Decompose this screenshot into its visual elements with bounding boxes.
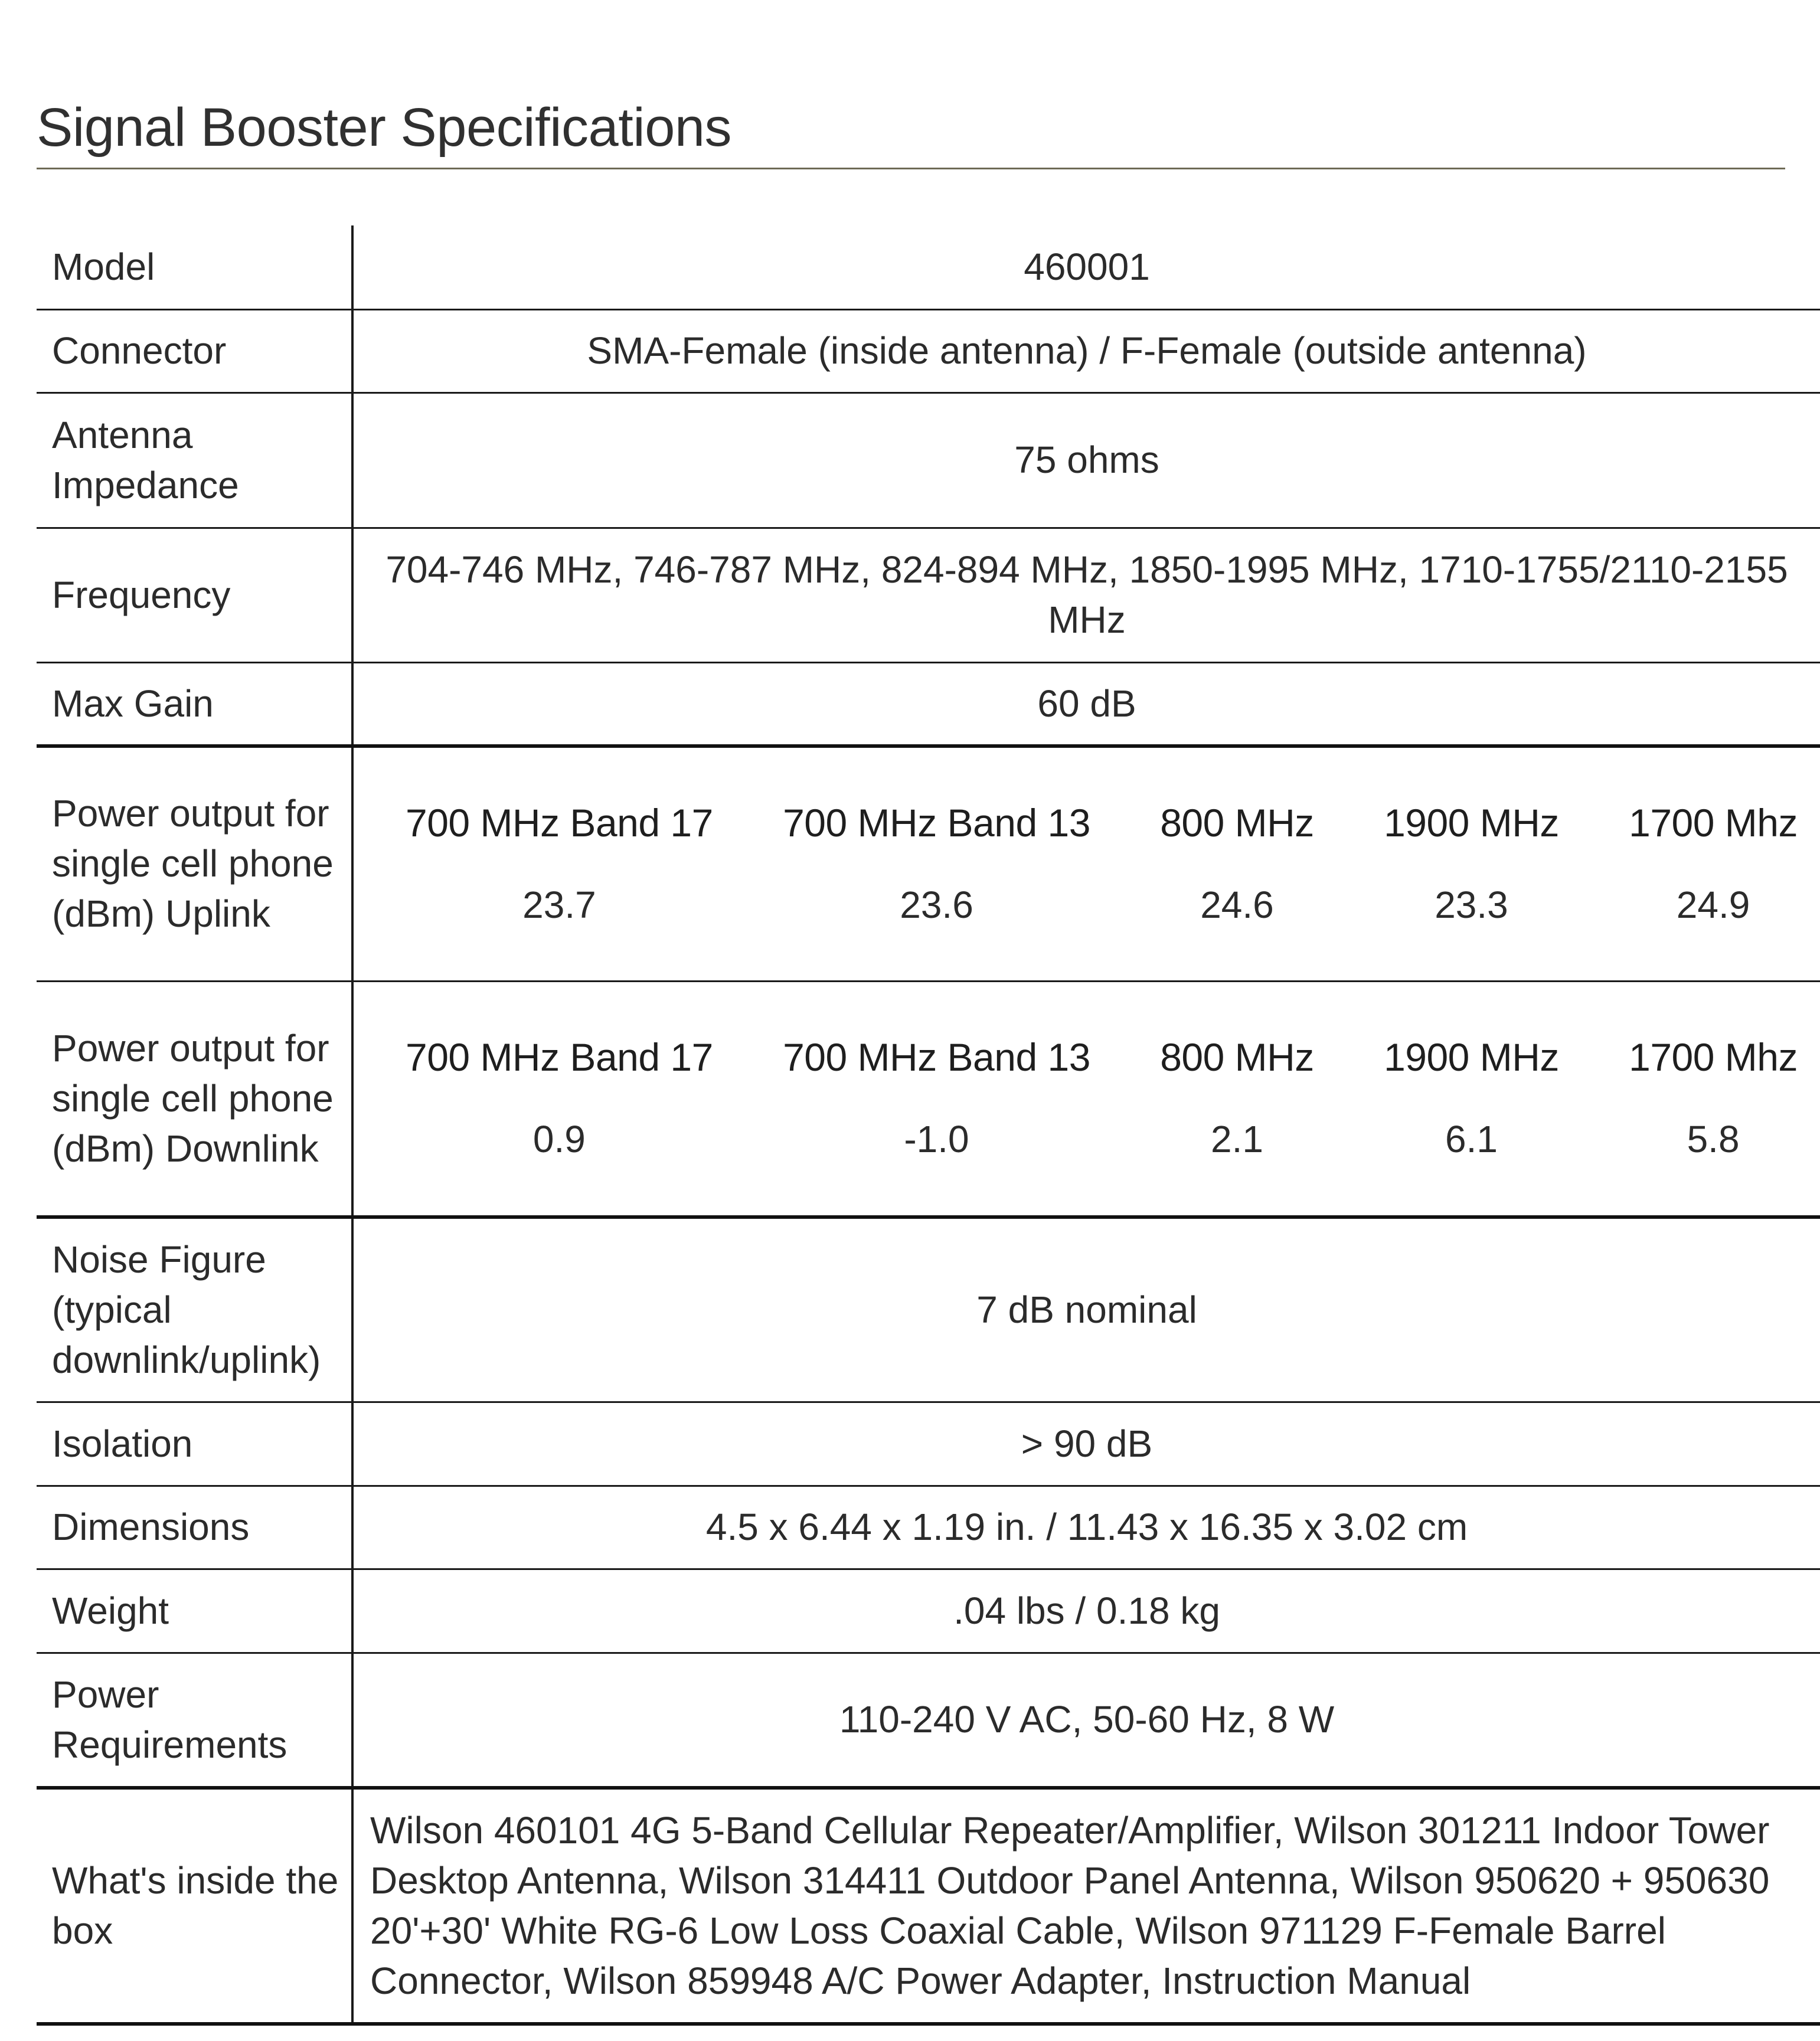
band-value: 5.8 bbox=[1687, 1118, 1740, 1161]
spec-label: Power Requirements bbox=[37, 1653, 352, 1788]
spec-value: 110-240 V AC, 50-60 Hz, 8 W bbox=[839, 1698, 1335, 1741]
page-title: Signal Booster Specifications bbox=[37, 97, 732, 158]
band-value: 23.7 bbox=[522, 883, 596, 926]
spec-label: Max Gain bbox=[37, 662, 352, 746]
spec-row-model bbox=[37, 225, 1820, 309]
spec-value: 75 ohms bbox=[1014, 439, 1159, 481]
spec-row-weight bbox=[37, 1569, 1820, 1653]
spec-row-frequency bbox=[37, 528, 1820, 662]
spec-row-connector bbox=[37, 309, 1820, 392]
band-column bbox=[1629, 1032, 1798, 1165]
spec-label: Frequency bbox=[37, 528, 352, 662]
band-name: 700 MHz Band 13 bbox=[783, 800, 1090, 845]
spec-row-max-gain bbox=[37, 662, 1820, 746]
spec-row-uplink bbox=[37, 746, 1820, 981]
spec-row-box-contents bbox=[37, 1788, 1820, 2024]
spec-row-noise-figure bbox=[37, 1217, 1820, 1402]
band-value: 23.6 bbox=[900, 883, 973, 926]
title-divider bbox=[37, 168, 1785, 169]
spec-value: 4.5 x 6.44 x 1.19 in. / 11.43 x 16.35 x 3.02 cm bbox=[705, 1506, 1468, 1548]
spec-label: Power output for single cell phone (dBm) Downlink bbox=[37, 981, 352, 1217]
band-value: 24.6 bbox=[1200, 883, 1274, 926]
spec-label: What's inside the box bbox=[37, 1788, 352, 2024]
spec-row-power-requirements bbox=[37, 1653, 1820, 1788]
band-name: 700 MHz Band 17 bbox=[406, 1035, 713, 1080]
spec-value: Wilson 460101 4G 5-Band Cellular Repeater/Amplifier, Wilson 301211 Indoor Tower Desktop Antenna, Wilson 314411 Outdoor Panel Antenna, Wilson 950620 + 950630 20'+30' White RG-6 Low Loss Coaxial Cable, Wilson 971129 F-Female Barrel Connector, Wilson 859948 A/C Power Adapter, Instruction Manual bbox=[370, 1809, 1770, 2002]
band-column bbox=[1384, 1032, 1559, 1165]
spec-value: 60 dB bbox=[1037, 682, 1136, 725]
band-value: 24.9 bbox=[1676, 883, 1750, 926]
spec-label: Noise Figure (typical downlink/uplink) bbox=[37, 1217, 352, 1402]
band-name: 700 MHz Band 13 bbox=[783, 1035, 1090, 1080]
band-value: 6.1 bbox=[1445, 1118, 1498, 1161]
band-column bbox=[1384, 798, 1559, 930]
spec-value bbox=[352, 981, 1820, 1217]
band-name: 1700 Mhz bbox=[1629, 1035, 1798, 1080]
downlink-band-grid bbox=[360, 1032, 1814, 1165]
spec-row-downlink bbox=[37, 981, 1820, 1217]
spec-label: Connector bbox=[37, 309, 352, 392]
uplink-band-grid bbox=[360, 798, 1814, 930]
band-name: 1700 Mhz bbox=[1629, 800, 1798, 845]
spec-row-dimensions bbox=[37, 1486, 1820, 1569]
band-value: 23.3 bbox=[1435, 883, 1508, 926]
spec-label: Isolation bbox=[37, 1402, 352, 1486]
band-name: 700 MHz Band 17 bbox=[406, 800, 713, 845]
spec-value bbox=[352, 746, 1820, 981]
spec-label: Power output for single cell phone (dBm) Uplink bbox=[37, 746, 352, 981]
spec-row-isolation bbox=[37, 1402, 1820, 1486]
band-column bbox=[783, 1032, 1090, 1165]
band-name: 800 MHz bbox=[1160, 1035, 1314, 1080]
band-name: 1900 MHz bbox=[1384, 1035, 1559, 1080]
spec-value: .04 lbs / 0.18 kg bbox=[953, 1589, 1220, 1632]
spec-value: 7 dB nominal bbox=[976, 1288, 1197, 1331]
band-column bbox=[1160, 798, 1314, 930]
spec-label: Antenna Impedance bbox=[37, 392, 352, 528]
spec-label: Dimensions bbox=[37, 1486, 352, 1569]
spec-value: 704-746 MHz, 746-787 MHz, 824-894 MHz, 1850-1995 MHz, 1710-1755/2110-2155 MHz bbox=[385, 548, 1788, 641]
band-column bbox=[1160, 1032, 1314, 1165]
spec-value: 460001 bbox=[1024, 245, 1150, 288]
spec-value: SMA-Female (inside antenna) / F-Female (outside antenna) bbox=[587, 329, 1587, 372]
band-column bbox=[1629, 798, 1798, 930]
spec-label: Weight bbox=[37, 1569, 352, 1653]
spec-row-impedance bbox=[37, 392, 1820, 528]
spec-value: > 90 dB bbox=[1021, 1422, 1153, 1465]
spec-label: Model bbox=[37, 225, 352, 309]
band-name: 800 MHz bbox=[1160, 800, 1314, 845]
band-value: 2.1 bbox=[1211, 1118, 1263, 1161]
band-column bbox=[406, 798, 713, 930]
specifications-table bbox=[37, 225, 1820, 2026]
band-value: -1.0 bbox=[904, 1118, 969, 1161]
band-column bbox=[783, 798, 1090, 930]
band-column bbox=[406, 1032, 713, 1165]
band-name: 1900 MHz bbox=[1384, 800, 1559, 845]
band-value: 0.9 bbox=[532, 1118, 586, 1161]
